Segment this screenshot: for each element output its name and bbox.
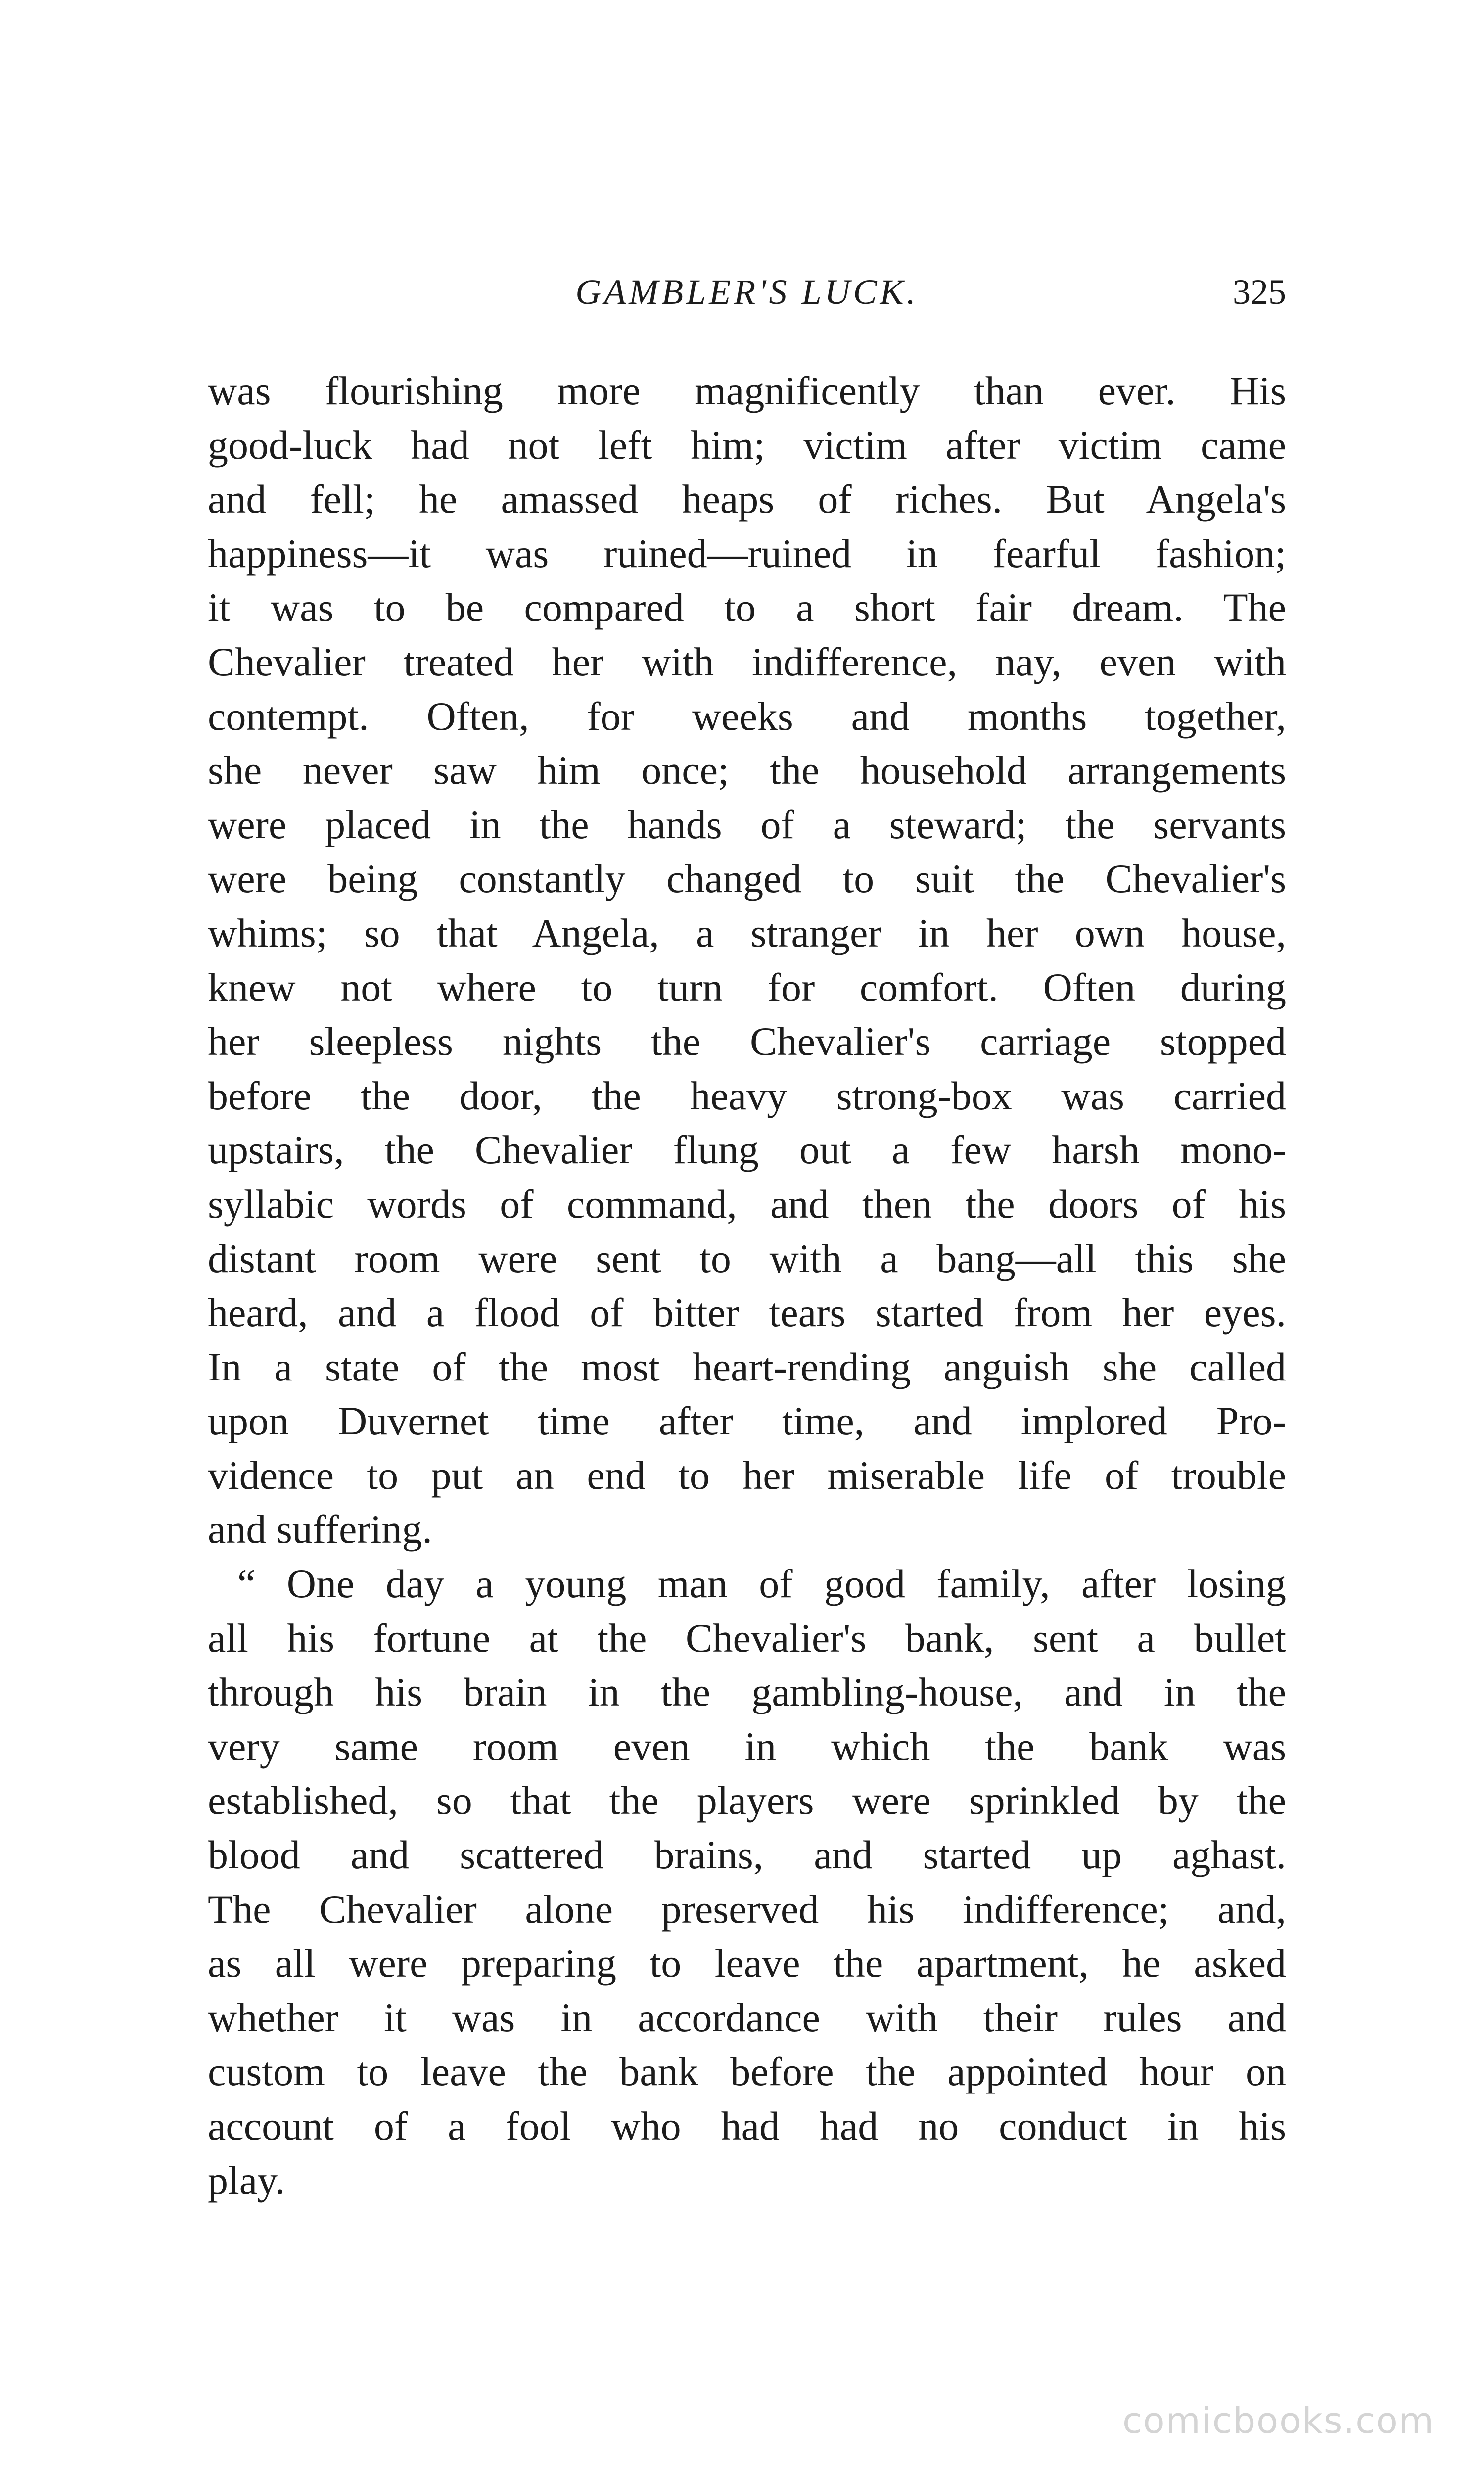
text-line: vidence to put an end to her miserable life of trouble (208, 1452, 1286, 1498)
text-line: happiness—it was ruined—ruined in fearful fashion; (208, 530, 1286, 576)
body-text (208, 364, 1286, 2207)
text-line: play. (208, 2157, 285, 2203)
text-line: distant room were sent to with a bang—all this she (208, 1236, 1286, 1281)
text-line: through his brain in the gambling-house, and in the (208, 1669, 1286, 1715)
text-line: syllabic words of command, and then the doors of his (208, 1181, 1286, 1227)
running-title: GAMBLER'S LUCK. (575, 272, 919, 312)
text-line: knew not where to turn for comfort. Often during (208, 964, 1286, 1010)
text-line: good-luck had not left him; victim after victim came (208, 422, 1286, 468)
text-line: established, so that the players were sprinkled by the (208, 1778, 1286, 1823)
text-line: very same room even in which the bank was (208, 1723, 1286, 1769)
text-line: account of a fool who had had no conduct in his (208, 2103, 1286, 2148)
text-line: contempt. Often, for weeks and months together, (208, 693, 1286, 739)
text-line: and fell; he amassed heaps of riches. But Angela's (208, 476, 1286, 522)
text-line: whether it was in accordance with their rules and (208, 1995, 1286, 2040)
text-line: all his fortune at the Chevalier's bank, sent a bullet (208, 1615, 1286, 1661)
page-number: 325 (1233, 272, 1286, 312)
text-line: The Chevalier alone preserved his indifference; and, (208, 1886, 1286, 1932)
text-line: custom to leave the bank before the appointed hour on (208, 2049, 1286, 2094)
text-line: was flourishing more magnificently than ever. His (208, 368, 1286, 413)
text-line: heard, and a flood of bitter tears started from her eyes. (208, 1290, 1286, 1335)
text-line: as all were preparing to leave the apartment, he asked (208, 1941, 1286, 1986)
text-line: she never saw him once; the household arrangements (208, 748, 1286, 793)
watermark: comicbooks.com (1122, 2400, 1435, 2441)
text-line: it was to be compared to a short fair dream. The (208, 585, 1286, 630)
running-header (208, 267, 1286, 317)
text-line: blood and scattered brains, and started up aghast. (208, 1832, 1286, 1878)
text-line: upstairs, the Chevalier flung out a few harsh mono- (208, 1127, 1286, 1173)
text-line: were placed in the hands of a steward; the servants (208, 802, 1286, 847)
text-line: and suffering. (208, 1507, 432, 1552)
text-line: Chevalier treated her with indifference, nay, even with (208, 639, 1286, 684)
text-line: upon Duvernet time after time, and implored Pro- (208, 1398, 1286, 1444)
text-line: her sleepless nights the Chevalier's carriage stopped (208, 1019, 1286, 1064)
text-line: In a state of the most heart-rending anguish she called (208, 1344, 1286, 1389)
text-line: “ One day a young man of good family, after losing (237, 1561, 1286, 1607)
text-line: whims; so that Angela, a stranger in her own house, (208, 910, 1286, 955)
text-line: were being constantly changed to suit the Chevalier's (208, 856, 1286, 902)
text-line: before the door, the heavy strong-box was carried (208, 1073, 1286, 1118)
